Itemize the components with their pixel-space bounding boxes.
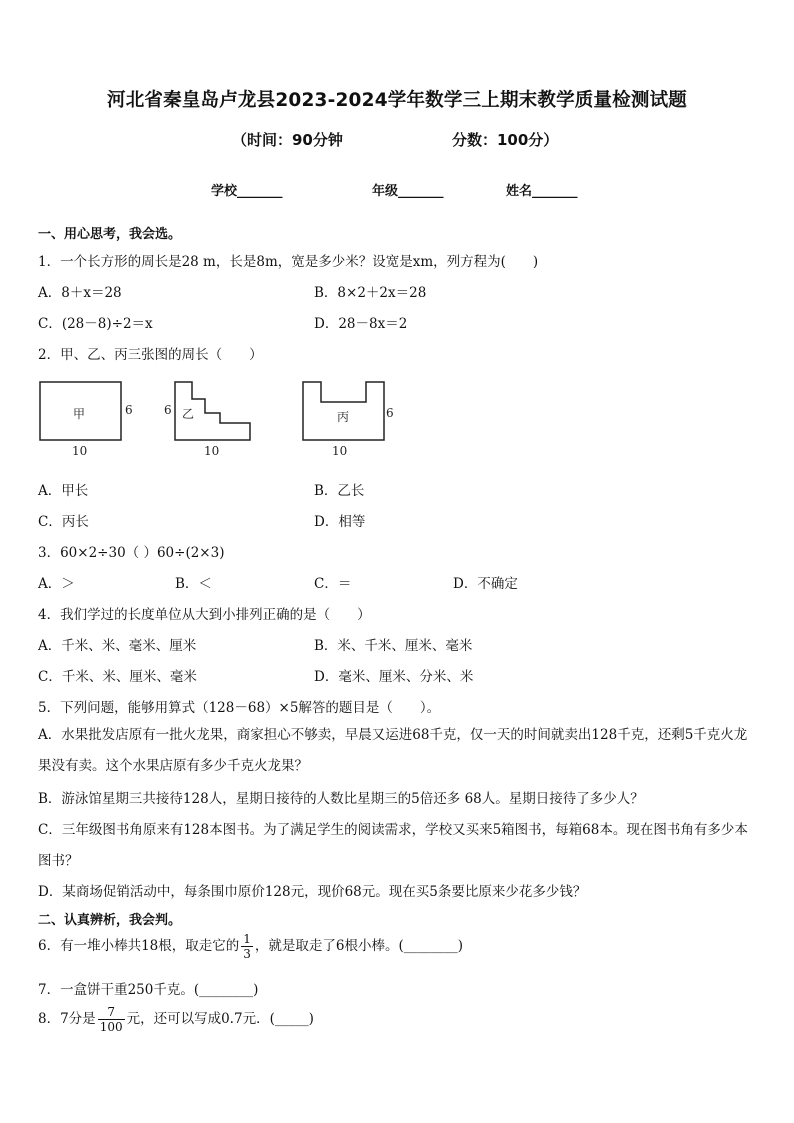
q8-fraction xyxy=(98,1005,125,1034)
q4-option-c: C．千米、米、厘米、毫米 xyxy=(38,669,197,685)
q2-option-d: D．相等 xyxy=(314,514,366,530)
figure-bing-bottom: 10 xyxy=(332,444,348,458)
q6-numerator: 1 xyxy=(243,932,251,946)
q1-option-c: C．(28－8)÷2＝x xyxy=(38,316,153,332)
q4-stem: 4．我们学过的长度单位从大到小排列正确的是（ ） xyxy=(38,607,371,623)
figure-jia-side: 6 xyxy=(125,403,133,417)
q1-option-a: A．8＋x＝28 xyxy=(38,285,122,301)
figure-yi-side: 6 xyxy=(164,403,172,417)
q3-stem: 3．60×2÷30（ ）60÷(2×3) xyxy=(38,545,225,561)
q8-text-pre: 8．7分是 xyxy=(38,1011,96,1027)
figure-jia-bottom: 10 xyxy=(72,444,88,458)
q3-option-b: B．＜ xyxy=(175,576,212,592)
section-2-title: 二、认真辨析，我会判。 xyxy=(38,913,182,928)
figure-yi-bottom: 10 xyxy=(204,444,220,458)
q2-option-c: C．丙长 xyxy=(38,514,89,530)
figure-yi-label: 乙 xyxy=(182,407,195,421)
q5-option-c: C．三年级图书角原来有128本图书。为了满足学生的阅读需求，学校又买来5箱图书，每箱68本。现在图书角有多少本图书？ xyxy=(38,822,748,869)
q8-stem xyxy=(38,1005,314,1034)
q5-option-d: D．某商场促销活动中，每条围巾原价128元，现价68元。现在买5条要比原来少花多少钱？ xyxy=(38,884,587,900)
q8-denominator: 100 xyxy=(99,1020,123,1034)
figure-bing-side: 6 xyxy=(386,406,394,420)
q8-numerator: 7 xyxy=(98,1005,125,1020)
exam-title: 河北省秦皇岛卢龙县2023-2024学年数学三上期末教学质量检测试题 xyxy=(107,90,687,111)
q6-text-pre: 6．有一堆小棒共18根，取走它的 xyxy=(38,938,240,954)
q8-text-post: 元，还可以写成0.7元．(_____) xyxy=(126,1011,314,1027)
figure-bing-label: 丙 xyxy=(337,410,350,424)
school-field: 学校_______ xyxy=(211,184,283,199)
q2-option-a: A．甲长 xyxy=(38,483,89,499)
q5-option-b: B．游泳馆星期三共接待128人，星期日接待的人数比星期三的5倍还多 68人。星期日接待了多少人？ xyxy=(38,791,644,807)
q2-stem: 2．甲、乙、丙三张图的周长（ ） xyxy=(38,347,263,363)
exam-score: 分数：100分） xyxy=(452,131,559,149)
q6-fraction xyxy=(241,932,253,961)
name-field: 姓名_______ xyxy=(506,184,578,199)
q1-option-b: B．8×2＋2x＝28 xyxy=(314,285,427,301)
grade-field: 年级_______ xyxy=(372,184,444,199)
q3-option-c: C．＝ xyxy=(314,576,352,592)
q6-text-post: ，就是取走了6根小棒。(________) xyxy=(254,938,464,954)
q5-stem: 5．下列问题，能够用算式（128－68）×5解答的题目是（ ）。 xyxy=(38,700,441,716)
q1-stem: 1．一个长方形的周长是28 m，长是8m，宽是多少米？设宽是xm，列方程为( ) xyxy=(38,254,539,270)
q2-option-b: B．乙长 xyxy=(314,483,365,499)
figure-jia-label: 甲 xyxy=(73,407,86,421)
q7-stem: 7．一盒饼干重250千克。(________) xyxy=(38,982,259,998)
exam-time: （时间：90分钟 xyxy=(232,131,343,149)
q3-option-a: A．＞ xyxy=(38,576,75,592)
q1-option-d: D．28－8x＝2 xyxy=(314,316,408,332)
section-1-title: 一、用心思考，我会选。 xyxy=(38,227,182,242)
q5-option-a: A．水果批发店原有一批火龙果，商家担心不够卖，早晨又运进68千克，仅一天的时间就卖出128千克，还剩5千克火龙果没有卖。这个水果店原有多少千克火龙果？ xyxy=(38,727,748,774)
q3-option-d: D．不确定 xyxy=(453,576,518,592)
q6-denominator: 3 xyxy=(243,947,251,961)
q2-figure xyxy=(30,370,410,462)
q4-option-a: A．千米、米、毫米、厘米 xyxy=(38,638,197,654)
q6-stem xyxy=(38,932,463,961)
q4-option-d: D．毫米、厘米、分米、米 xyxy=(314,669,474,685)
q4-option-b: B．米、千米、厘米、毫米 xyxy=(314,638,473,654)
